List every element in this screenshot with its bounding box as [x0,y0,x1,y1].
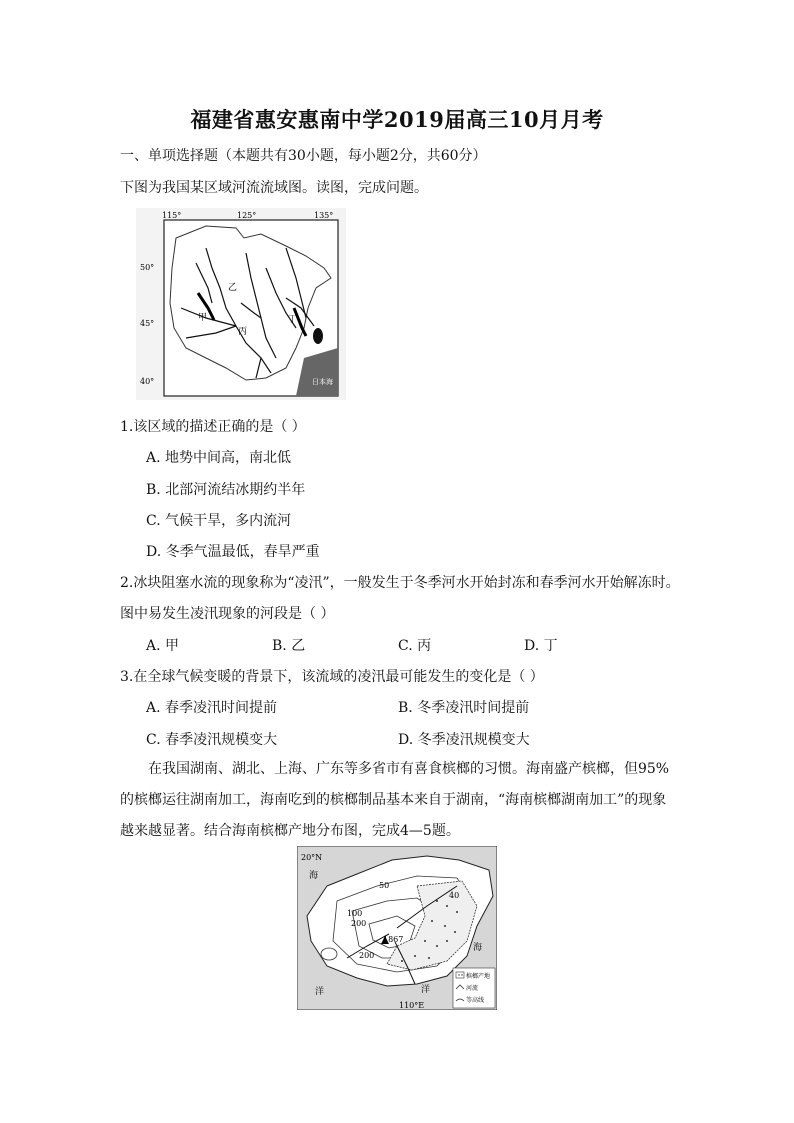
lon-label-125: 125° [237,211,257,220]
sea-label-2: 海 [473,943,483,953]
q2-option-c: C. 丙 [398,638,432,654]
q1-option-b: B. 北部河流结冰期约半年 [146,482,306,498]
passage-text: 在我国湖南、湖北、上海、广东等多省市有喜食槟榔的习惯。海南盛产槟榔，但95%的槟榔运往湖南加工，海南吃到的槟榔制品基本来自于湖南，“海南槟榔湖南加工”的现象越来越显著。结合海南槟榔产地分布图，完成4—5题。 [120,761,670,839]
lon-label: 110°E [399,1001,425,1010]
river-basin-map [136,208,346,400]
hainan-betelnut-map [297,846,497,1010]
lon-label-135: 135° [314,211,334,220]
q2-option-d: D. 丁 [524,638,558,654]
river-label-yi: 乙 [228,283,238,293]
question-2-stem-cont: 图中易发生凌汛现象的河段是（ ） [120,606,335,622]
q1-option-c: C. 气候干旱，多内流河 [146,513,292,529]
lat-label-45: 45° [140,319,155,328]
legend-contour: 等高线 [466,997,485,1004]
contour-label-40: 40 [449,891,460,900]
question-2-stem: 2.冰块阻塞水流的现象称为“凌汛”，一般发生于冬季河水开始封冻和春季河水开始解冻时。 [120,575,680,591]
question-1-stem: 1.该区域的描述正确的是（ ） [120,419,306,435]
q1-option-a: A. 地势中间高，南北低 [146,450,292,466]
q2-option-b: B. 乙 [272,638,306,654]
contour-label-200-a: 200 [351,919,367,928]
river-label-jia: 甲 [198,313,208,323]
contour-label-200-b: 200 [359,951,375,960]
question-3-stem: 3.在全球气候变暖的背景下，该流域的凌汛最可能发生的变化是（ ） [120,669,544,685]
q3-option-b: B. 冬季凌汛时间提前 [398,700,530,716]
map-legend [453,968,495,1008]
page-title: 福建省惠安惠南中学2019届高三10月月考 [190,107,604,132]
q3-option-a: A. 春季凌汛时间提前 [146,700,278,716]
q3-option-d: D. 冬季凌汛规模变大 [398,732,530,748]
peak-elevation: 1867 [383,935,404,944]
lat-label-50: 50° [140,263,155,272]
ocean-label-1: 洋 [315,987,325,997]
section-heading: 一、单项选择题（本题共有30小题，每小题2分，共60分） [120,148,487,164]
intro-text: 下图为我国某区域河流流域图。读图，完成问题。 [120,180,428,196]
q3-option-c: C. 春季凌汛规模变大 [146,732,278,748]
lat-label: 20°N [301,853,323,862]
ocean-label-2: 洋 [421,985,431,995]
sea-label-1: 海 [309,871,319,881]
lon-label-115: 115° [162,211,182,220]
sea-label: 日本海 [312,378,333,386]
q2-option-a: A. 甲 [146,638,180,654]
legend-river: 河流 [466,985,479,992]
contour-label-100: 100 [347,909,363,918]
legend-betelnut: 槟榔产地 [466,973,491,980]
q1-option-d: D. 冬季气温最低，春旱严重 [146,544,320,560]
river-label-ding: 丁 [288,315,298,325]
river-label-bing: 丙 [238,327,248,337]
contour-label-50: 50 [379,881,390,890]
lake [313,328,323,344]
lat-label-40: 40° [140,377,155,386]
